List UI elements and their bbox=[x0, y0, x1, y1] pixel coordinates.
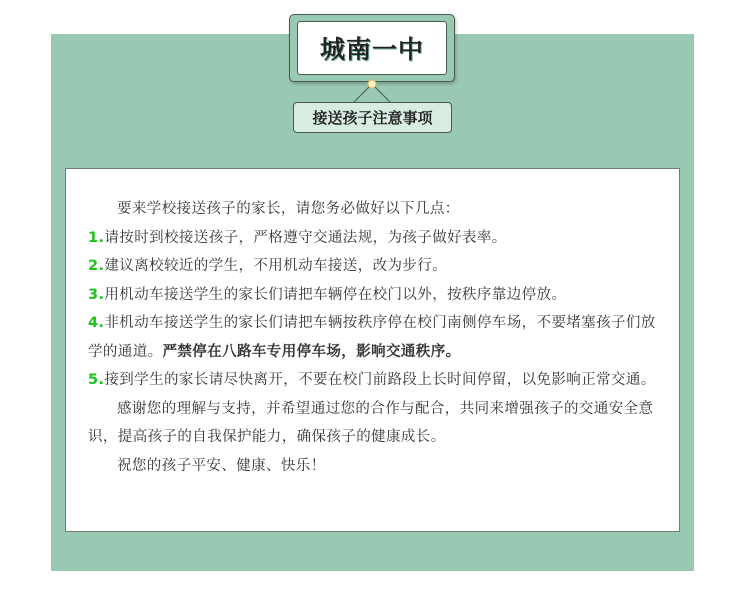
notice-content bbox=[65, 168, 680, 532]
item-number: 3. bbox=[88, 286, 105, 303]
list-item bbox=[88, 366, 660, 395]
thanks-text: 感谢您的理解与支持，并希望通过您的合作与配合，共同来增强孩子的交通安全意识，提高孩子的自我保护能力，确保孩子的健康成长。 bbox=[88, 400, 654, 445]
item-text: 接到学生的家长请尽快离开，不要在校门前路段上长时间停留，以免影响正常交通。 bbox=[104, 372, 656, 388]
wish-text: 祝您的孩子平安、健康、快乐！ bbox=[117, 457, 326, 474]
item-number: 5. bbox=[88, 372, 105, 388]
item-number: 1. bbox=[88, 229, 105, 246]
item-text: 请按时到校接送孩子，严格遵守交通法规，为孩子做好表率。 bbox=[104, 229, 507, 246]
item-text: 建议离校较近的学生，不用机动车接送，改为步行。 bbox=[104, 258, 448, 274]
connector-icon bbox=[340, 78, 404, 104]
list-item bbox=[88, 309, 660, 366]
item-text: 用机动车接送学生的家长们请把车辆停在校门以外，按秩序靠边停放。 bbox=[104, 286, 567, 303]
list-item bbox=[88, 281, 660, 310]
list-item bbox=[88, 252, 660, 281]
list-item bbox=[88, 224, 660, 253]
notice-text bbox=[88, 195, 660, 480]
item-emphasis: 严禁停在八路车专用停车场，影响交通秩序。 bbox=[162, 343, 461, 360]
school-name: 城南一中 bbox=[297, 21, 447, 75]
item-number: 2. bbox=[88, 258, 105, 274]
intro-text: 要来学校接送孩子的家长，请您务必做好以下几点： bbox=[117, 201, 460, 217]
item-text: 非机动车接送学生的家长们请把车辆按秩序停在校门南侧停车场，不要堵塞孩子们放学的通道。 bbox=[88, 315, 656, 360]
item-number: 4. bbox=[88, 315, 105, 331]
title-frame bbox=[289, 14, 455, 82]
notice-title: 接送孩子注意事项 bbox=[293, 102, 452, 133]
